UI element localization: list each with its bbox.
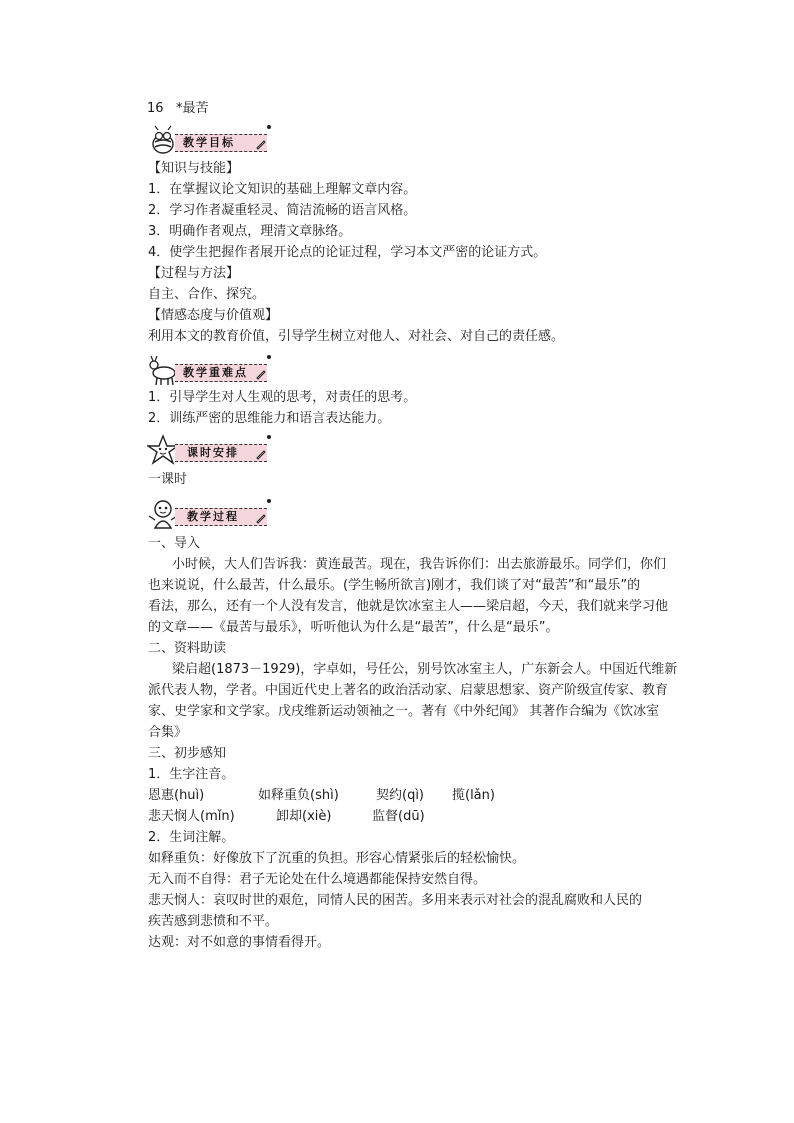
badge-label: 课时安排 — [187, 446, 239, 459]
badge-dot — [267, 435, 271, 439]
pencil-icon — [255, 138, 267, 150]
material-line-2: 派代表人物，学者。中国近代史上著名的政治活动家、启蒙思想家、资产阶级宣传家、教育 — [148, 683, 669, 698]
pinyin-item: 契约(qì) — [376, 788, 425, 803]
badge-label: 教学过程 — [187, 510, 239, 523]
badge-label: 教学重难点 — [183, 366, 248, 379]
emotion-heading: 【情感态度与价值观】 — [148, 308, 279, 323]
pinyin-item: 监督(dū) — [372, 809, 425, 824]
lesson-number: 16 — [147, 101, 164, 116]
pinyin-item: 如释重负(shì) — [258, 788, 339, 803]
pencil-icon — [255, 512, 267, 524]
intro-line-2: 也来说说，什么最苦，什么最乐。(学生畅所欲言)刚才，我们谈了对“最苦”和“最乐”的 — [148, 578, 641, 593]
section-badge-key-points — [147, 354, 269, 386]
perception-heading: 三、初步感知 — [148, 746, 227, 761]
vocab-line-1: 如释重负：好像放下了沉重的负担。形容心情紧张后的轻松愉快。 — [148, 851, 526, 866]
vocab-line-5: 达观：对不如意的事情看得开。 — [148, 935, 331, 950]
vocab-line-4: 疾苦感到悲愤和不平。 — [148, 914, 279, 929]
vocab-line-2: 无入而不自得：君子无论处在什么境遇都能保持安然自得。 — [148, 872, 487, 887]
pinyin-item: 卸却(xiè) — [276, 809, 332, 824]
objective-item-2: 2．学习作者凝重轻灵、简洁流畅的语言风格。 — [148, 203, 417, 218]
badge-dot — [267, 125, 271, 129]
badge-dot — [267, 499, 271, 503]
vocab-line-3: 悲天悯人：哀叹时世的艰危，同情人民的困苦。多用来表示对社会的混乱腐败和人民的 — [148, 893, 643, 908]
pinyin-item: 揽(lǎn) — [452, 788, 495, 803]
intro-line-1: 小时候，大人们告诉我：黄连最苦。现在，我告诉你们：出去旅游最乐。同学们，你们 — [172, 557, 667, 572]
material-line-3: 家、史学家和文学家。戊戌维新运动领袖之一。著有《中外纪闻》 其著作合编为《饮冰室 — [148, 704, 660, 719]
schedule-text: 一课时 — [148, 472, 188, 487]
pencil-icon — [255, 448, 267, 460]
material-heading: 二、资料助读 — [148, 641, 227, 656]
process-method-text: 自主、合作、探究。 — [148, 287, 266, 302]
pinyin-row-1 — [148, 786, 648, 806]
section-badge-process — [147, 498, 269, 530]
key-point-2: 2．训练严密的思维能力和语言表达能力。 — [148, 411, 391, 426]
objective-item-3: 3．明确作者观点，理清文章脉络。 — [148, 224, 352, 239]
intro-line-3: 看法，那么，还有一个人没有发言，他就是饮冰室主人——梁启超，今天，我们就来学习他 — [148, 599, 669, 614]
objective-item-1: 1．在掌握议论文知识的基础上理解文章内容。 — [148, 182, 417, 197]
objective-item-4: 4．使学生把握作者展开论点的论证过程，学习本文严密的论证方式。 — [148, 245, 547, 260]
lesson-name: *最苦 — [175, 101, 209, 116]
pinyin-item: 恩惠(huì) — [148, 788, 205, 803]
pinyin-item: 悲天悯人(mǐn) — [148, 809, 235, 824]
badge-label: 教学目标 — [183, 136, 235, 149]
pinyin-heading: 1．生字注音。 — [148, 767, 235, 782]
material-line-1: 梁启超(1873－1929)，字卓如，号任公，别号饮冰室主人，广东新会人。中国近代维新 — [172, 662, 678, 677]
vocab-heading: 2．生词注解。 — [148, 830, 235, 845]
key-point-1: 1．引导学生对人生观的思考，对责任的思考。 — [148, 390, 417, 405]
intro-heading: 一、导入 — [148, 536, 201, 551]
intro-line-4: 的文章——《最苦与最乐》，听听他认为什么是“最苦”，什么是“最乐”。 — [148, 620, 559, 635]
section-badge-objectives — [147, 124, 269, 156]
knowledge-heading: 【知识与技能】 — [148, 161, 240, 176]
lesson-title — [147, 99, 208, 119]
material-line-4: 合集》 — [148, 725, 188, 740]
emotion-text: 利用本文的教育价值，引导学生树立对他人、对社会、对自己的责任感。 — [148, 329, 565, 344]
badge-dot — [267, 355, 271, 359]
pinyin-row-2 — [148, 807, 648, 827]
process-method-heading: 【过程与方法】 — [148, 266, 240, 281]
section-badge-schedule — [147, 434, 269, 466]
pencil-icon — [255, 368, 267, 380]
